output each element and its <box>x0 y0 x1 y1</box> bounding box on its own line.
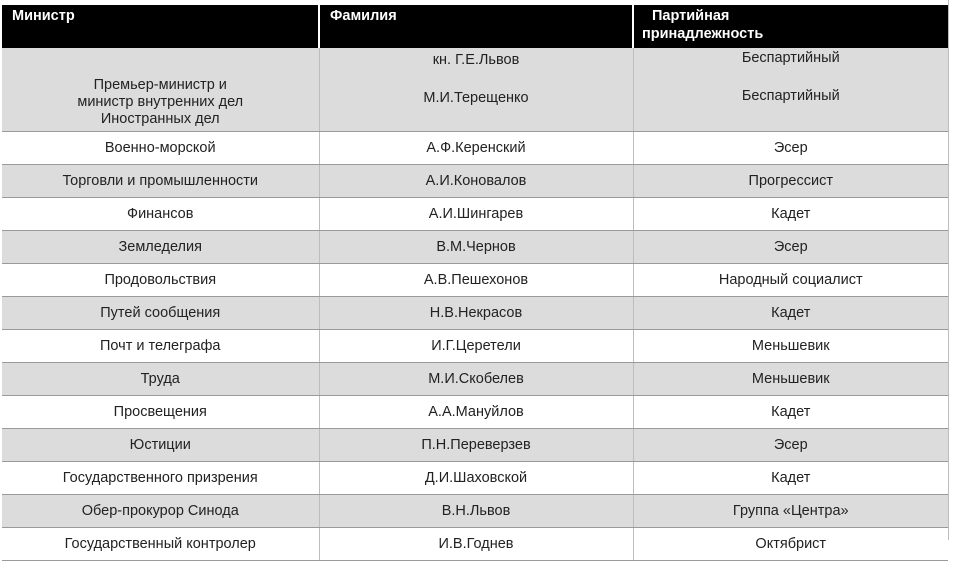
minister-cell: Труда <box>2 363 319 396</box>
header-party-line1: Партийная <box>652 8 730 24</box>
minister-cell: Путей сообщения <box>2 297 319 330</box>
table-row <box>2 396 948 429</box>
minister-line: Премьер-министр и <box>93 77 227 93</box>
minister-cell: Торговли и промышленности <box>2 165 319 198</box>
surname-cell: В.М.Чернов <box>319 231 633 264</box>
minister-cell <box>2 48 319 132</box>
table-row <box>2 165 948 198</box>
minister-cell: Военно-морской <box>2 132 319 165</box>
minister-cell: Финансов <box>2 198 319 231</box>
surname-cell: П.Н.Переверзев <box>319 429 633 462</box>
party-cell: Кадет <box>633 297 948 330</box>
party-cell <box>633 48 948 132</box>
surname-cell: М.И.Скобелев <box>319 363 633 396</box>
party-cell: Кадет <box>633 198 948 231</box>
minister-cell: Почт и телеграфа <box>2 330 319 363</box>
party-cell: Группа «Центра» <box>633 495 948 528</box>
surname-cell: А.И.Коновалов <box>319 165 633 198</box>
surname-cell: А.И.Шингарев <box>319 198 633 231</box>
surname-cell: А.Ф.Керенский <box>319 132 633 165</box>
minister-cell: Государственный контролер <box>2 528 319 561</box>
party-cell: Меньшевик <box>633 330 948 363</box>
minister-cell: Обер-прокурор Синода <box>2 495 319 528</box>
ministers-table <box>2 5 948 561</box>
table-row <box>2 264 948 297</box>
table-row <box>2 132 948 165</box>
party-cell: Народный социалист <box>633 264 948 297</box>
minister-cell: Земледелия <box>2 231 319 264</box>
minister-cell: Продовольствия <box>2 264 319 297</box>
surname-cell: В.Н.Львов <box>319 495 633 528</box>
table-row <box>2 48 948 132</box>
surname-cell: Д.И.Шаховской <box>319 462 633 495</box>
surname-cell <box>319 48 633 132</box>
table-row <box>2 363 948 396</box>
header-party-line2: принадлежность <box>642 26 764 42</box>
minister-cell: Юстиции <box>2 429 319 462</box>
surname-cell: А.В.Пешехонов <box>319 264 633 297</box>
party-cell: Эсер <box>633 132 948 165</box>
party-cell: Прогрессист <box>633 165 948 198</box>
surname-cell: Н.В.Некрасов <box>319 297 633 330</box>
party-line: Беспартийный <box>741 88 840 104</box>
party-line: Беспартийный <box>741 50 840 66</box>
minister-cell: Просвещения <box>2 396 319 429</box>
surname-cell: А.А.Мануйлов <box>319 396 633 429</box>
table-row <box>2 297 948 330</box>
party-cell: Октябрист <box>633 528 948 561</box>
party-cell: Эсер <box>633 429 948 462</box>
surname-line: М.И.Терещенко <box>423 90 529 106</box>
header-minister: Министр <box>2 5 319 48</box>
table-row <box>2 429 948 462</box>
surname-line: кн. Г.Е.Львов <box>432 52 520 68</box>
party-cell: Эсер <box>633 231 948 264</box>
table-row <box>2 330 948 363</box>
minister-line: Иностранных дел <box>100 111 220 127</box>
table-header-row <box>2 5 948 48</box>
header-surname: Фамилия <box>319 5 633 48</box>
table-row <box>2 495 948 528</box>
party-cell: Кадет <box>633 462 948 495</box>
table-row <box>2 528 948 561</box>
party-cell: Меньшевик <box>633 363 948 396</box>
table-row <box>2 462 948 495</box>
minister-cell: Государственного призрения <box>2 462 319 495</box>
table-row <box>2 231 948 264</box>
table-row <box>2 198 948 231</box>
surname-cell: И.Г.Церетели <box>319 330 633 363</box>
header-party <box>633 5 948 48</box>
surname-cell: И.В.Годнев <box>319 528 633 561</box>
party-cell: Кадет <box>633 396 948 429</box>
minister-line: министр внутренних дел <box>77 94 244 110</box>
